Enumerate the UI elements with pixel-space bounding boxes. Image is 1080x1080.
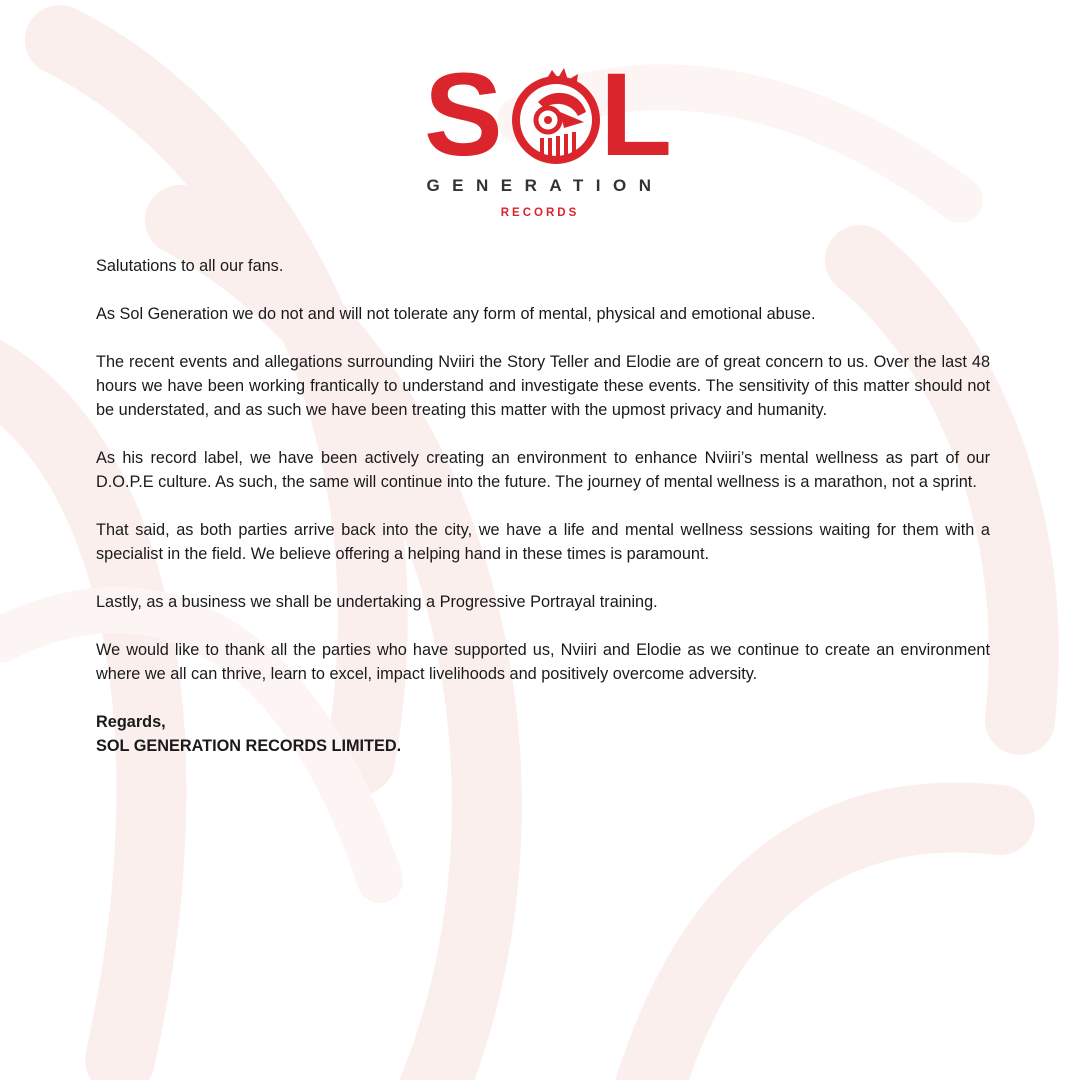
sol-generation-logo <box>380 49 700 232</box>
rooster-head-icon <box>508 66 604 170</box>
greeting: Salutations to all our fans. <box>96 257 284 275</box>
paragraph: The recent events and allegations surrounding Nviiri the Story Teller and Elodie are of great concern to us. Over the last 48 hours we have been working frantically to understand and investigate these events. The sensitivity of this matter should not be understated, and as such we have been treating this matter with the upmost privacy and humanity. <box>96 353 990 419</box>
logo-letter-s: S <box>424 49 503 181</box>
signature: SOL GENERATION RECORDS LIMITED. <box>96 737 402 755</box>
logo-wordmark <box>424 49 673 181</box>
logo-generation-text: GENERATION <box>426 176 664 195</box>
paragraph: We would like to thank all the parties who have supported us, Nviiri and Elodie as we continue to create an environment where we all can thrive, learn to excel, impact livelihoods and positively overcome adversity. <box>96 641 990 683</box>
logo-records-text: RECORDS <box>500 207 580 219</box>
paragraph: As his record label, we have been actively creating an environment to enhance Nviiri’s mental wellness as part of our D.O.P.E culture. As such, the same will continue into the future. The journey of mental wellness is a marathon, not a sprint. <box>96 449 990 491</box>
letter-body <box>96 254 990 758</box>
paragraph: Lastly, as a business we shall be undertaking a Progressive Portrayal training. <box>96 593 658 611</box>
paragraph: As Sol Generation we do not and will not tolerate any form of mental, physical and emotional abuse. <box>96 305 816 323</box>
paragraph: That said, as both parties arrive back into the city, we have a life and mental wellness sessions waiting for them with a specialist in the field. We believe offering a helping hand in these times is paramount. <box>96 521 990 563</box>
closing: Regards, <box>96 713 166 731</box>
logo-letter-l: L <box>600 49 673 181</box>
